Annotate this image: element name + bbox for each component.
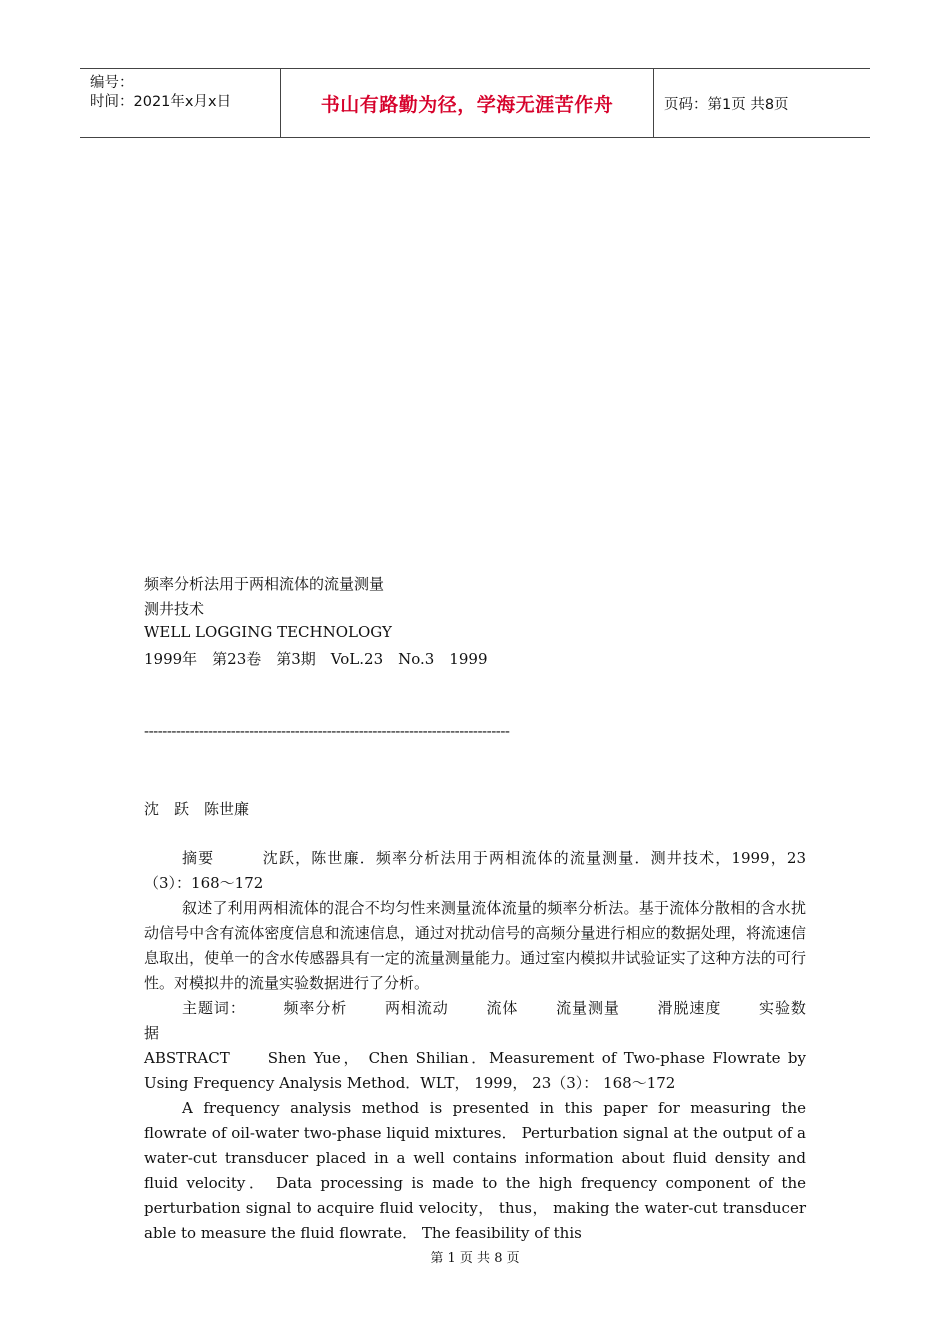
page-footer: 第 1 页 共 8 页 xyxy=(430,1251,520,1266)
keyword-item: 流量测量 xyxy=(556,999,620,1017)
header-meta-cell xyxy=(80,69,281,137)
authors: 沈 跃 陈世廉 xyxy=(144,800,250,818)
header-page-info: 页码：第1页 共8页 xyxy=(664,97,789,113)
abstract-en-body: A frequency analysis method is presented in this paper for measuring the flowrate of oil-water two-phase liquid mixtures． Perturbation signal at the output of a water-cut transducer placed in a well contains information about fluid density and fluid velocity． Data processing is made to the high frequency component of the perturbation signal to acquire fluid velocity， thus， making the water-cut transducer able to measure the fluid flowrate． The feasibility of this xyxy=(144,1099,806,1242)
journal-name-en: WELL LOGGING TECHNOLOGY xyxy=(144,623,392,641)
keyword-item: 滑脱速度 xyxy=(657,999,722,1017)
document-header xyxy=(80,68,870,138)
document-time-label: 时间：2021年x月x日 xyxy=(90,94,232,110)
article-title: 频率分析法用于两相流体的流量测量 xyxy=(144,575,385,593)
keyword-item: 频率分析 xyxy=(283,999,348,1017)
header-motto: 书山有路勤为径，学海无涯苦作舟 xyxy=(320,94,614,116)
keyword-item: 流体 xyxy=(486,999,519,1017)
issue-info: 1999年 第23卷 第3期 VoL.23 No.3 1999 xyxy=(144,650,488,668)
header-motto-cell xyxy=(281,69,654,137)
keywords-row xyxy=(144,996,806,1046)
keywords-label: 主题词： xyxy=(182,999,246,1017)
abstract-cn-body: 叙述了利用两相流体的混合不均匀性来测量流体流量的频率分析法。基于流体分散相的含水扰动信号中含有流体密度信息和流速信息，通过对扰动信号的高频分量进行相应的数据处理，将流速信息取出，使单一的含水传感器具有一定的流量测量能力。通过室内模拟井试验证实了这种方法的可行性。对模拟井的流量实验数据进行了分析。 xyxy=(144,899,806,992)
abstract-en-citation: ABSTRACT Shen Yue， Chen Shilian．Measurement of Two-phase Flowrate by Using Frequency Analysis Method．WLT， 1999， 23（3）： 168～172 xyxy=(144,1049,806,1092)
keyword-item: 两相流动 xyxy=(384,999,449,1017)
abstract-cn-citation: 摘要 沈跃，陈世廉．频率分析法用于两相流体的流量测量．测井技术，1999，23（3）：168～172 xyxy=(144,849,806,892)
header-page-cell xyxy=(654,69,870,137)
document-number-label: 编号： xyxy=(90,75,134,91)
journal-name-cn: 测井技术 xyxy=(144,600,205,618)
keyword-item: 实验数据 xyxy=(144,999,806,1042)
section-divider: -------------------------------------------------------------------------------- xyxy=(144,722,510,740)
